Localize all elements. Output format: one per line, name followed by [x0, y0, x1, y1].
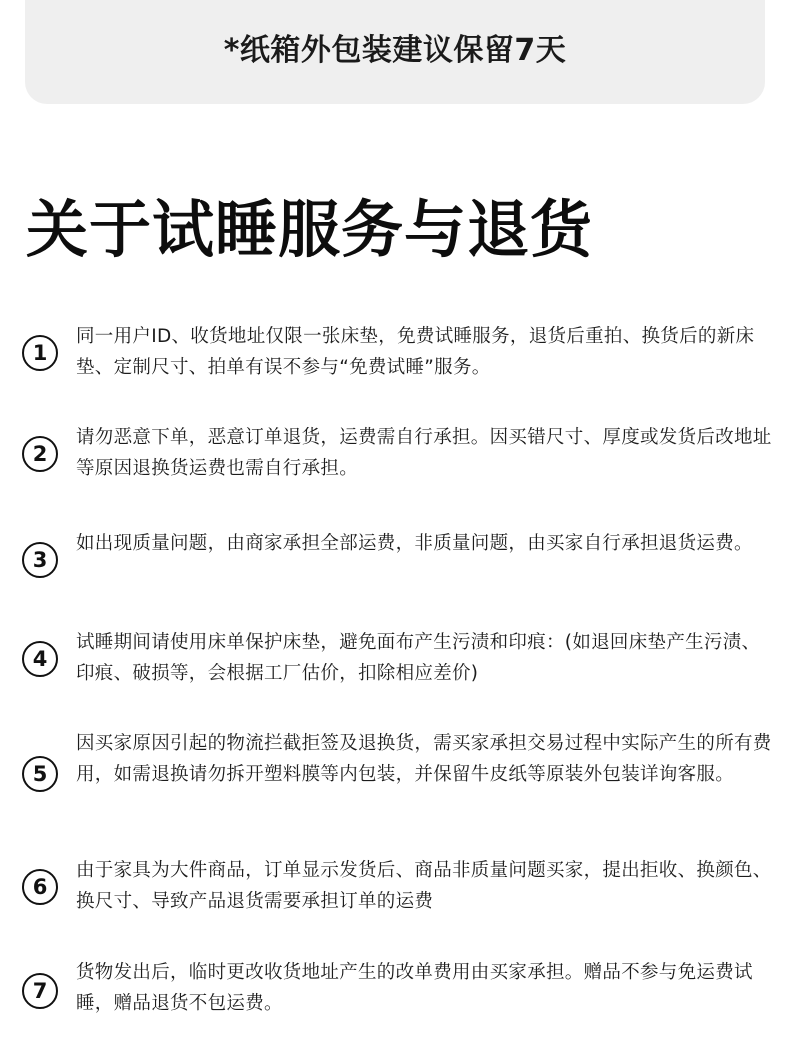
rule-number-5: 5: [22, 756, 58, 792]
rule-text-7: 货物发出后，临时更改收货地址产生的改单费用由买家承担。赠品不参与免运费试睡，赠品退货不包运费。: [76, 962, 753, 1014]
rule-number-7: 7: [22, 973, 58, 1009]
section-title: 关于试睡服务与退货: [26, 193, 594, 266]
rule-text-4: 试睡期间请使用床单保护床垫，避免面布产生污渍和印痕：(如退回床垫产生污渍、印痕、破损等，会根据工厂估价，扣除相应差价): [76, 632, 761, 684]
rule-text-3: 如出现质量问题，由商家承担全部运费，非质量问题，由买家自行承担退货运费。: [76, 533, 753, 554]
rule-number-2: 2: [22, 436, 58, 472]
rule-text-2: 请勿恶意下单，恶意订单退货，运费需自行承担。因买错尺寸、厚度或发货后改地址等原因退换货运费也需自行承担。: [76, 427, 772, 479]
rule-number-4: 4: [22, 641, 58, 677]
rule-number-3: 3: [22, 542, 58, 578]
rule-text-1: 同一用户ID、收货地址仅限一张床垫，免费试睡服务，退货后重拍、换货后的新床垫、定制尺寸、拍单有误不参与“免费试睡”服务。: [76, 326, 755, 378]
rule-text-5: 因买家原因引起的物流拦截拒签及退换货，需买家承担交易过程中实际产生的所有费用，如需退换请勿拆开塑料膜等内包装，并保留牛皮纸等原装外包装详询客服。: [76, 733, 772, 785]
notice-text: *纸箱外包装建议保留7天: [223, 33, 567, 68]
rule-text-6: 由于家具为大件商品，订单显示发货后、商品非质量问题买家，提出拒收、换颜色、换尺寸、导致产品退货需要承担订单的运费: [76, 860, 772, 912]
rule-number-1: 1: [22, 335, 58, 371]
rule-number-6: 6: [22, 869, 58, 905]
